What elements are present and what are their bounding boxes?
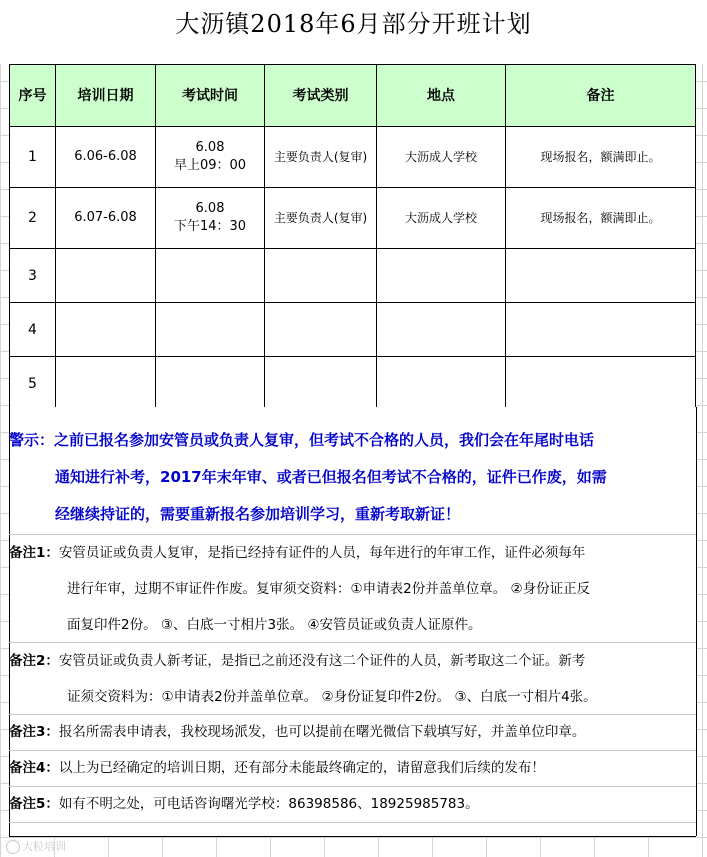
table-row <box>10 127 696 188</box>
note-line: 进行年审，过期不审证件作废。复审须交资料：①申请表2份并盖单位章。 ②身份证正反 <box>67 581 591 597</box>
cell-place[interactable] <box>377 303 506 357</box>
page-title: 大沥镇2018年6月部分开班计划 <box>0 0 707 49</box>
note-2 <box>9 643 689 715</box>
cell-exam-category[interactable] <box>265 249 377 303</box>
watermark <box>6 838 66 854</box>
cell-remark[interactable] <box>506 357 696 411</box>
note-line: 以上为已经确定的培训日期，还有部分未能最终确定的，请留意我们后续的发布！ <box>58 760 545 776</box>
cell-place[interactable]: 大沥成人学校 <box>377 127 506 188</box>
warning-line-2: 通知进行补考，2017年末年审、或者已但报名但考试不合格的，证件已作废，如需 <box>55 468 607 486</box>
warning-line-3: 经继续持证的，需要重新报名参加培训学习，重新考取新证！ <box>55 505 461 523</box>
cell-exam-time[interactable] <box>156 357 265 411</box>
cell-training-date[interactable]: 6.06-6.08 <box>56 127 156 188</box>
cell-exam-time[interactable] <box>156 127 265 188</box>
cell-remark[interactable]: 现场报名，额满即止。 <box>506 188 696 249</box>
note-1 <box>9 535 689 643</box>
header-place: 地点 <box>377 65 506 127</box>
header-exam-category: 考试类别 <box>265 65 377 127</box>
cell-exam-time[interactable] <box>156 188 265 249</box>
cell-exam-time[interactable] <box>156 249 265 303</box>
header-remark: 备注 <box>506 65 696 127</box>
schedule-table <box>9 64 696 411</box>
header-no: 序号 <box>10 65 56 127</box>
watermark-icon <box>6 840 20 854</box>
note-line: 报名所需表申请表，我校现场派发，也可以提前在曙光微信下载填写好，并盖单位印章。 <box>58 724 586 740</box>
cell-exam-category[interactable] <box>265 357 377 411</box>
cell-no[interactable]: 5 <box>10 357 56 411</box>
cell-training-date[interactable]: 6.07-6.08 <box>56 188 156 249</box>
table-header-row <box>10 65 696 127</box>
cell-exam-time[interactable] <box>156 303 265 357</box>
warning-text <box>9 422 687 533</box>
note-label: 备注2： <box>9 653 59 669</box>
watermark-text: 大粒培训 <box>22 840 66 853</box>
note-5 <box>9 786 689 822</box>
exam-date: 6.08 <box>195 201 225 216</box>
table-row <box>10 249 696 303</box>
cell-exam-category[interactable]: 主要负责人(复审) <box>265 127 377 188</box>
cell-place[interactable]: 大沥成人学校 <box>377 188 506 249</box>
exam-clock: 早上09：00 <box>173 158 247 173</box>
cell-no[interactable]: 4 <box>10 303 56 357</box>
cell-remark[interactable] <box>506 303 696 357</box>
table-row <box>10 188 696 249</box>
note-label: 备注4： <box>9 760 59 776</box>
cell-place[interactable] <box>377 249 506 303</box>
cell-no[interactable]: 1 <box>10 127 56 188</box>
cell-remark[interactable]: 现场报名，额满即止。 <box>506 127 696 188</box>
cell-training-date[interactable] <box>56 249 156 303</box>
cell-no[interactable]: 3 <box>10 249 56 303</box>
cell-remark[interactable] <box>506 249 696 303</box>
cell-training-date[interactable] <box>56 303 156 357</box>
cell-no[interactable]: 2 <box>10 188 56 249</box>
exam-clock: 下午14：30 <box>173 219 247 234</box>
note-label: 备注5： <box>9 796 59 812</box>
note-line: 面复印件2份。 ③、白底一寸相片3张。 ④安管员证或负责人证原件。 <box>67 617 482 633</box>
note-line: 如有不明之处，可电话咨询曙光学校：86398586、18925985783。 <box>58 796 479 812</box>
table-row <box>10 303 696 357</box>
note-4 <box>9 750 689 786</box>
header-training-date: 培训日期 <box>56 65 156 127</box>
table-row <box>10 357 696 411</box>
exam-date: 6.08 <box>195 140 225 155</box>
note-line: 安管员证或负责人新考证，是指已之前还没有这二个证件的人员，新考取这二个证。新考 <box>58 653 586 669</box>
note-3 <box>9 714 689 750</box>
cell-training-date[interactable] <box>56 357 156 411</box>
note-line: 证须交资料为：①申请表2份并盖单位章。 ②身份证复印件2份。 ③、白底一寸相片4张。 <box>67 689 597 705</box>
note-label: 备注3： <box>9 724 59 740</box>
cell-exam-category[interactable] <box>265 303 377 357</box>
cell-place[interactable] <box>377 357 506 411</box>
header-exam-time: 考试时间 <box>156 65 265 127</box>
warning-line-1: 警示：之前已报名参加安管员或负责人复审，但考试不合格的人员，我们会在年尾时电话 <box>9 431 595 449</box>
note-line: 安管员证或负责人复审，是指已经持有证件的人员，每年进行的年审工作，证件必须每年 <box>58 545 586 561</box>
note-label: 备注1： <box>9 545 59 561</box>
cell-exam-category[interactable]: 主要负责人(复审) <box>265 188 377 249</box>
